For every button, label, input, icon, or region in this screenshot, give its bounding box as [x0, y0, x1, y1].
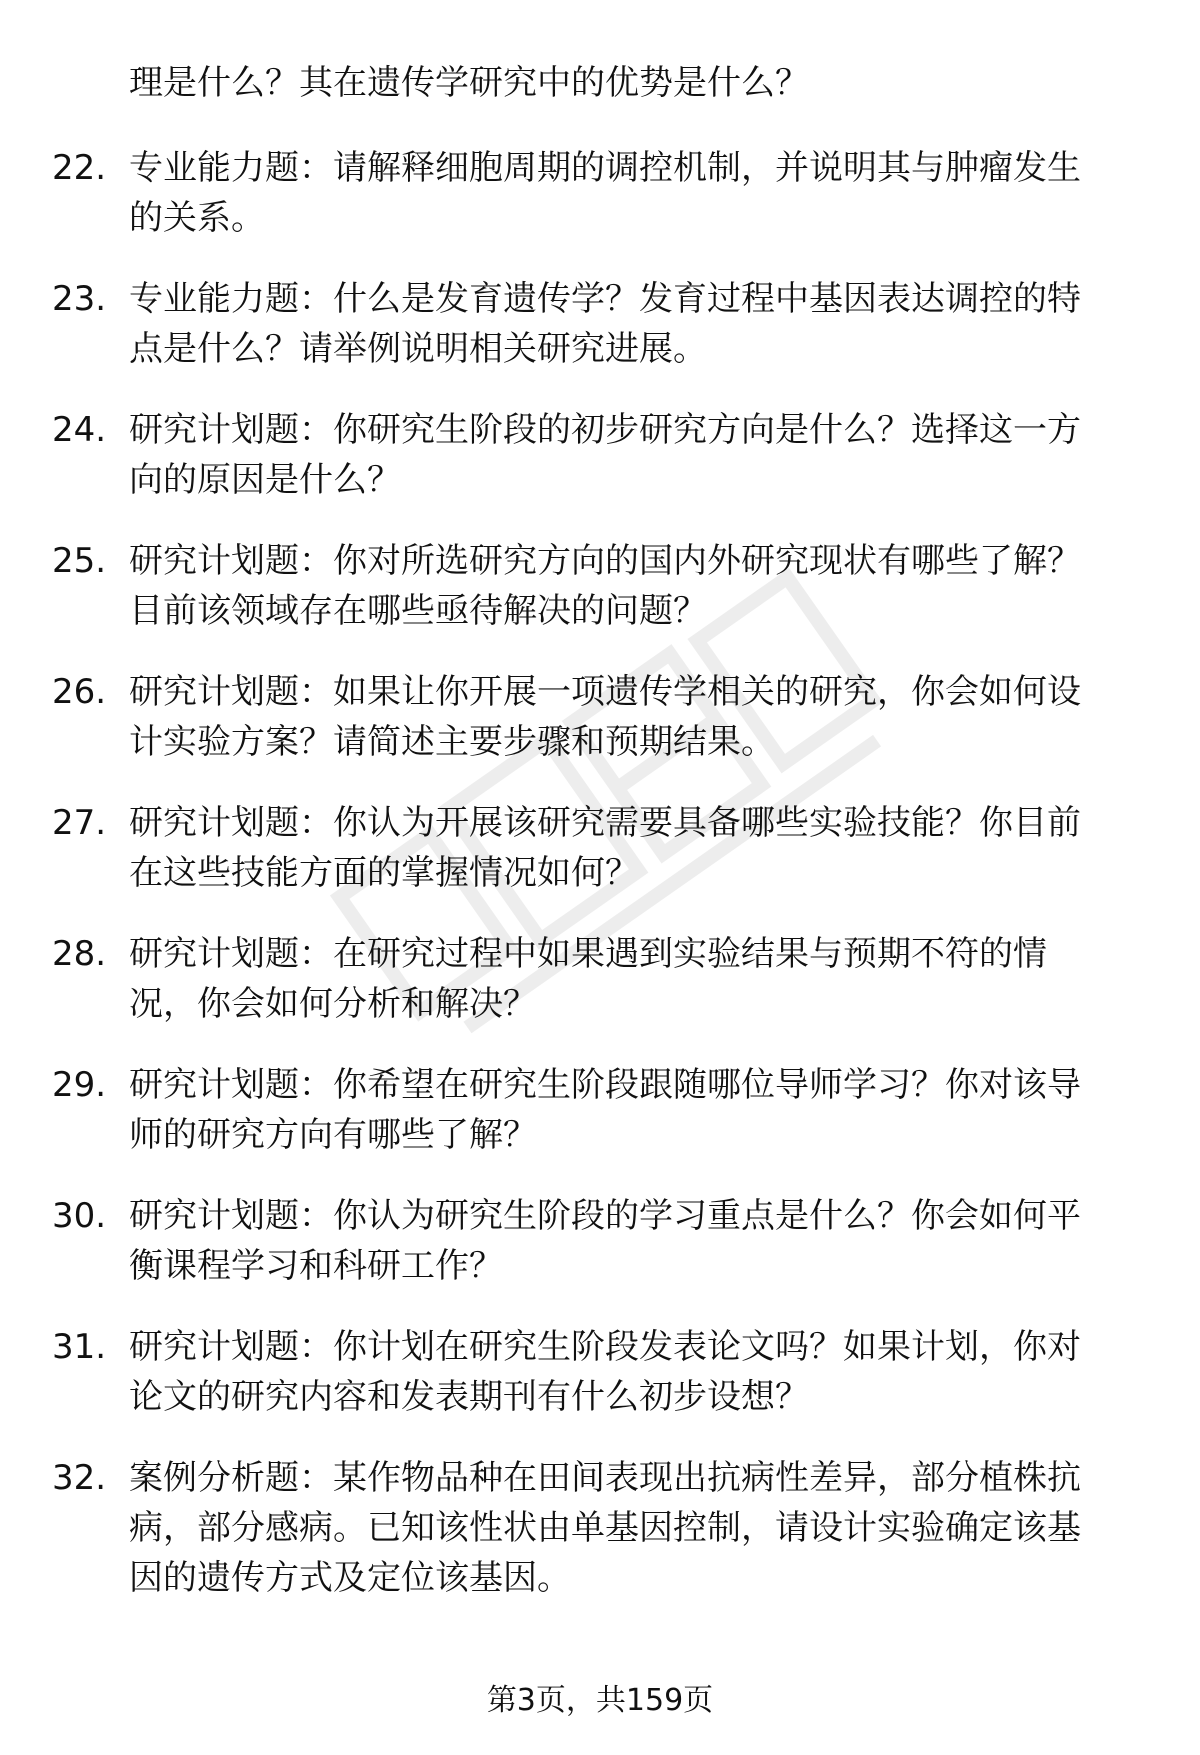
- question-line: 况，你会如何分析和解决？: [129, 984, 537, 1024]
- question-text: [129, 667, 1139, 767]
- list-item: [0, 1191, 1200, 1322]
- question-line: 目前该领域存在哪些亟待解决的问题？: [129, 591, 707, 631]
- question-text: [129, 929, 1139, 1029]
- question-line: 论文的研究内容和发表期刊有什么初步设想？: [129, 1377, 809, 1417]
- question-text: [129, 1060, 1139, 1160]
- question-number: 23.: [52, 279, 107, 319]
- question-number: 22.: [52, 148, 107, 188]
- page-footer: 第3页，共159页: [486, 1683, 714, 1718]
- question-line: 计实验方案？请简述主要步骤和预期结果。: [129, 722, 775, 762]
- question-line: 向的原因是什么？: [129, 460, 401, 500]
- question-line: 专业能力题：请解释细胞周期的调控机制，并说明其与肿瘤发生: [129, 148, 1081, 188]
- continuation-line: 理是什么？其在遗传学研究中的优势是什么？: [129, 63, 809, 103]
- question-number: 28.: [52, 934, 107, 974]
- question-text: [129, 405, 1139, 505]
- question-line: 研究计划题：你认为研究生阶段的学习重点是什么？你会如何平: [129, 1196, 1081, 1236]
- question-line: 病，部分感病。已知该性状由单基因控制，请设计实验确定该基: [129, 1508, 1081, 1548]
- question-line: 研究计划题：你对所选研究方向的国内外研究现状有哪些了解？: [129, 541, 1081, 581]
- question-line: 研究计划题：如果让你开展一项遗传学相关的研究，你会如何设: [129, 672, 1081, 712]
- question-text: [129, 1453, 1139, 1603]
- question-text: [129, 536, 1139, 636]
- question-line: 研究计划题：你计划在研究生阶段发表论文吗？如果计划，你对: [129, 1327, 1081, 1367]
- question-line: 研究计划题：在研究过程中如果遇到实验结果与预期不符的情: [129, 934, 1047, 974]
- question-line: 点是什么？请举例说明相关研究进展。: [129, 329, 707, 369]
- question-number: 26.: [52, 672, 107, 712]
- question-line: 的关系。: [129, 198, 265, 238]
- list-item: [0, 1322, 1200, 1453]
- question-line: 案例分析题：某作物品种在田间表现出抗病性差异，部分植株抗: [129, 1458, 1081, 1498]
- question-number: 25.: [52, 541, 107, 581]
- question-line: 在这些技能方面的掌握情况如何？: [129, 853, 639, 893]
- list-item: [0, 274, 1200, 405]
- list-item: [0, 143, 1200, 274]
- question-line: 因的遗传方式及定位该基因。: [129, 1558, 571, 1598]
- question-number: 27.: [52, 803, 107, 843]
- question-line: 研究计划题：你研究生阶段的初步研究方向是什么？选择这一方: [129, 410, 1081, 450]
- list-item: [0, 1453, 1200, 1634]
- question-line: 衡课程学习和科研工作？: [129, 1246, 503, 1286]
- list-item: [0, 929, 1200, 1060]
- question-number: 29.: [52, 1065, 107, 1105]
- list-item: [0, 667, 1200, 798]
- question-text: [129, 143, 1139, 243]
- question-text: [129, 1322, 1139, 1422]
- question-text: [129, 1191, 1139, 1291]
- question-number: 30.: [52, 1196, 107, 1236]
- question-number: 24.: [52, 410, 107, 450]
- question-number: 32.: [52, 1458, 107, 1498]
- question-line: 研究计划题：你希望在研究生阶段跟随哪位导师学习？你对该导: [129, 1065, 1081, 1105]
- list-item: [0, 405, 1200, 536]
- question-text: [129, 798, 1139, 898]
- list-item: [0, 1060, 1200, 1191]
- question-number: 31.: [52, 1327, 107, 1367]
- question-line: 师的研究方向有哪些了解？: [129, 1115, 537, 1155]
- question-line: 专业能力题：什么是发育遗传学？发育过程中基因表达调控的特: [129, 279, 1081, 319]
- question-line: 研究计划题：你认为开展该研究需要具备哪些实验技能？你目前: [129, 803, 1081, 843]
- list-item: [0, 798, 1200, 929]
- question-text: [129, 274, 1139, 374]
- question-list: [0, 143, 1200, 1634]
- list-item: [0, 536, 1200, 667]
